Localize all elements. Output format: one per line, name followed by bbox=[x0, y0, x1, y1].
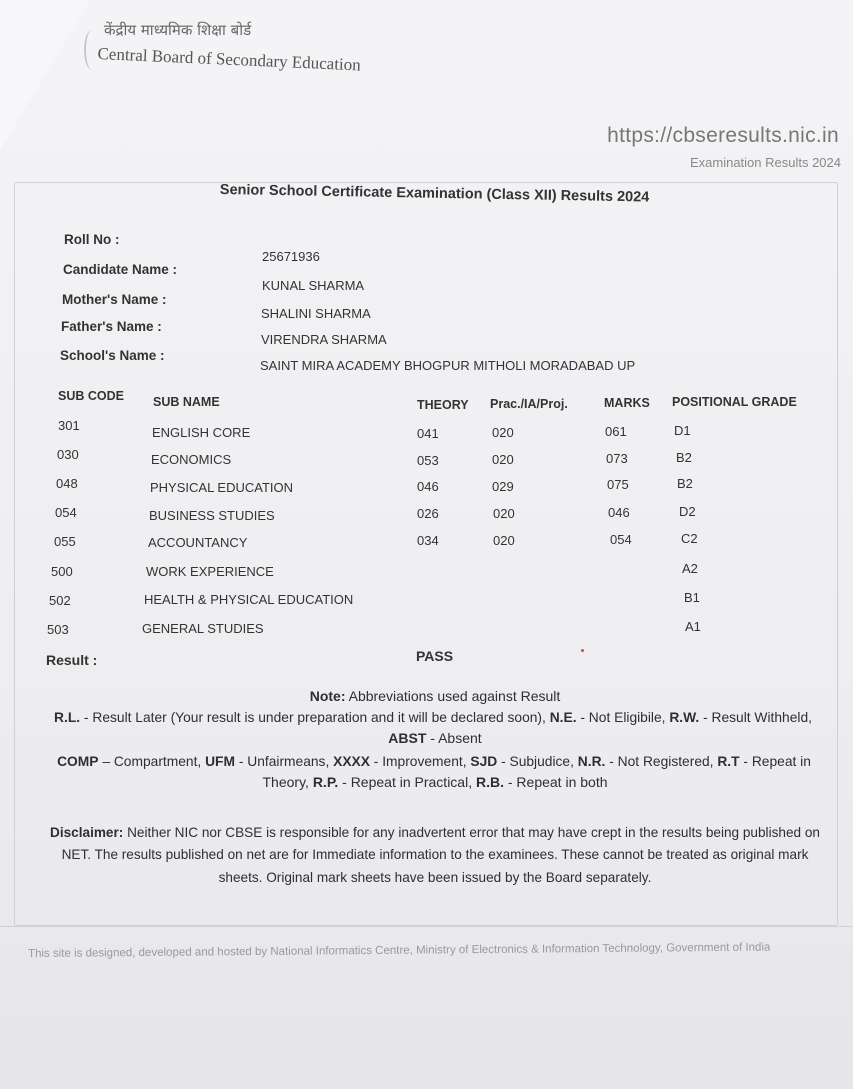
row-prac: 020 bbox=[492, 425, 514, 440]
note-line-2 bbox=[40, 727, 830, 749]
row-name: ECONOMICS bbox=[151, 452, 232, 467]
result-label: Result : bbox=[46, 652, 98, 668]
abbr-desc: - Result Later (Your result is under preparation and it will be declared soon), bbox=[80, 710, 550, 725]
abbr-desc: - Improvement, bbox=[369, 754, 471, 769]
row-name: ENGLISH CORE bbox=[152, 425, 251, 440]
row-prac: 020 bbox=[493, 506, 515, 521]
candidate-name-label: Candidate Name : bbox=[63, 262, 178, 277]
abbr-desc: - Absent bbox=[426, 730, 482, 746]
row-code: 500 bbox=[51, 564, 73, 579]
page-corner bbox=[0, 0, 90, 150]
note-line-3 bbox=[34, 751, 834, 773]
row-theory: 026 bbox=[417, 506, 439, 521]
abbr: UFM bbox=[205, 754, 235, 769]
abbr: R.T bbox=[717, 754, 740, 769]
row-name: HEALTH & PHYSICAL EDUCATION bbox=[144, 592, 354, 607]
abbr: R.B. bbox=[475, 774, 504, 790]
abbr-desc: - Repeat in both bbox=[503, 774, 608, 790]
row-name: GENERAL STUDIES bbox=[142, 621, 264, 636]
disclaimer-line-2: NET. The results published on net are for Immediate information to the examinees. These cannot be treated as original mark bbox=[61, 847, 809, 862]
row-code: 301 bbox=[58, 418, 80, 433]
abbr: R.P. bbox=[312, 774, 339, 790]
row-name: WORK EXPERIENCE bbox=[146, 564, 274, 579]
board-name: Central Board of Secondary Education bbox=[97, 44, 362, 75]
row-code: 048 bbox=[56, 476, 78, 491]
board-name-hindi: केंद्रीय माध्यमिक शिक्षा बोर्ड bbox=[104, 21, 252, 39]
father-name-label: Father's Name : bbox=[61, 319, 162, 334]
abbr: N.E. bbox=[549, 710, 577, 725]
note-text: Abbreviations used against Result bbox=[345, 688, 561, 704]
row-marks: 061 bbox=[605, 424, 627, 439]
row-theory: 041 bbox=[417, 426, 439, 441]
row-grade: B1 bbox=[684, 590, 700, 605]
abbr: N.R. bbox=[577, 754, 606, 769]
disclaimer-bold: Disclaimer: bbox=[50, 825, 124, 840]
row-name: ACCOUNTANCY bbox=[148, 535, 248, 550]
col-prac: Prac./IA/Proj. bbox=[490, 397, 568, 411]
footer-divider bbox=[0, 926, 853, 927]
abbr: R.L. bbox=[54, 710, 81, 725]
col-sub-code: SUB CODE bbox=[58, 389, 124, 403]
row-grade: D1 bbox=[674, 423, 691, 438]
row-prac: 029 bbox=[492, 479, 514, 494]
row-grade: A1 bbox=[685, 619, 701, 634]
row-code: 030 bbox=[57, 447, 79, 462]
row-theory: 046 bbox=[417, 479, 439, 494]
note-line-1 bbox=[28, 707, 838, 729]
footer-text: This site is designed, developed and hosted by National Informatics Centre, Ministry of Electronics & Information Technology, Government of India bbox=[28, 941, 771, 960]
note-line-4 bbox=[40, 771, 830, 793]
row-grade: B2 bbox=[676, 450, 692, 465]
site-url[interactable]: https://cbseresults.nic.in bbox=[607, 124, 839, 147]
row-grade: B2 bbox=[677, 476, 693, 491]
ink-mark bbox=[581, 649, 584, 652]
abbr: R.W. bbox=[669, 710, 700, 725]
result-value: PASS bbox=[416, 648, 454, 664]
col-marks: MARKS bbox=[604, 396, 650, 410]
col-sub-name: SUB NAME bbox=[153, 395, 220, 409]
abbr-desc: - Subjudice, bbox=[497, 754, 578, 769]
site-subtitle: Examination Results 2024 bbox=[689, 155, 841, 170]
abbr-desc: – Compartment, bbox=[98, 754, 206, 769]
row-name: BUSINESS STUDIES bbox=[149, 508, 275, 523]
row-prac: 020 bbox=[492, 452, 514, 467]
row-code: 054 bbox=[55, 505, 77, 520]
note-bold: Note: bbox=[309, 688, 346, 704]
row-name: PHYSICAL EDUCATION bbox=[150, 480, 294, 495]
disclaimer-text: Neither NIC nor CBSE is responsible for any inadvertent error that may have crept in the results being published on bbox=[123, 825, 820, 840]
mother-name-label: Mother's Name : bbox=[62, 292, 167, 307]
row-theory: 053 bbox=[417, 453, 439, 468]
abbr-desc: - Repeat in Practical, bbox=[338, 774, 476, 790]
roll-no-label: Roll No : bbox=[64, 232, 120, 247]
col-theory: THEORY bbox=[417, 398, 469, 412]
row-prac: 020 bbox=[493, 533, 515, 548]
note-heading bbox=[40, 685, 830, 707]
row-code: 502 bbox=[49, 593, 71, 608]
abbr-desc: Theory, bbox=[262, 774, 313, 790]
row-code: 055 bbox=[54, 534, 76, 549]
abbr-desc: - Result Withheld, bbox=[699, 710, 812, 725]
abbr: XXXX bbox=[333, 754, 370, 769]
abbr-desc: - Unfairmeans, bbox=[234, 754, 334, 769]
col-grade: POSITIONAL GRADE bbox=[672, 395, 797, 409]
disclaimer-line-1 bbox=[20, 822, 850, 844]
abbr-desc: - Not Registered, bbox=[605, 754, 718, 769]
abbr: ABST bbox=[388, 730, 427, 746]
father-name-value: VIRENDRA SHARMA bbox=[261, 332, 387, 347]
row-grade: D2 bbox=[679, 504, 696, 519]
abbr-desc: - Not Eligibile, bbox=[576, 710, 670, 725]
mother-name-value: SHALINI SHARMA bbox=[261, 306, 371, 321]
row-grade: A2 bbox=[682, 561, 698, 576]
row-marks: 075 bbox=[607, 477, 629, 492]
row-theory: 034 bbox=[417, 533, 439, 548]
row-code: 503 bbox=[47, 622, 69, 637]
disclaimer-line-3: sheets. Original mark sheets have been issued by the Board separately. bbox=[218, 870, 652, 885]
candidate-name-value: KUNAL SHARMA bbox=[262, 278, 365, 293]
school-name-label: School's Name : bbox=[60, 348, 165, 363]
page-title: Senior School Certificate Examination (Class XII) Results 2024 bbox=[219, 182, 650, 206]
school-name-value: SAINT MIRA ACADEMY BHOGPUR MITHOLI MORADABAD UP bbox=[260, 358, 636, 373]
roll-no-value: 25671936 bbox=[262, 249, 320, 264]
row-grade: C2 bbox=[681, 531, 698, 546]
row-marks: 073 bbox=[606, 451, 628, 466]
abbr: COMP bbox=[57, 754, 99, 769]
row-marks: 054 bbox=[610, 532, 632, 547]
abbr: SJD bbox=[470, 754, 498, 769]
abbr-desc: - Repeat in bbox=[739, 754, 811, 769]
row-marks: 046 bbox=[608, 505, 630, 520]
